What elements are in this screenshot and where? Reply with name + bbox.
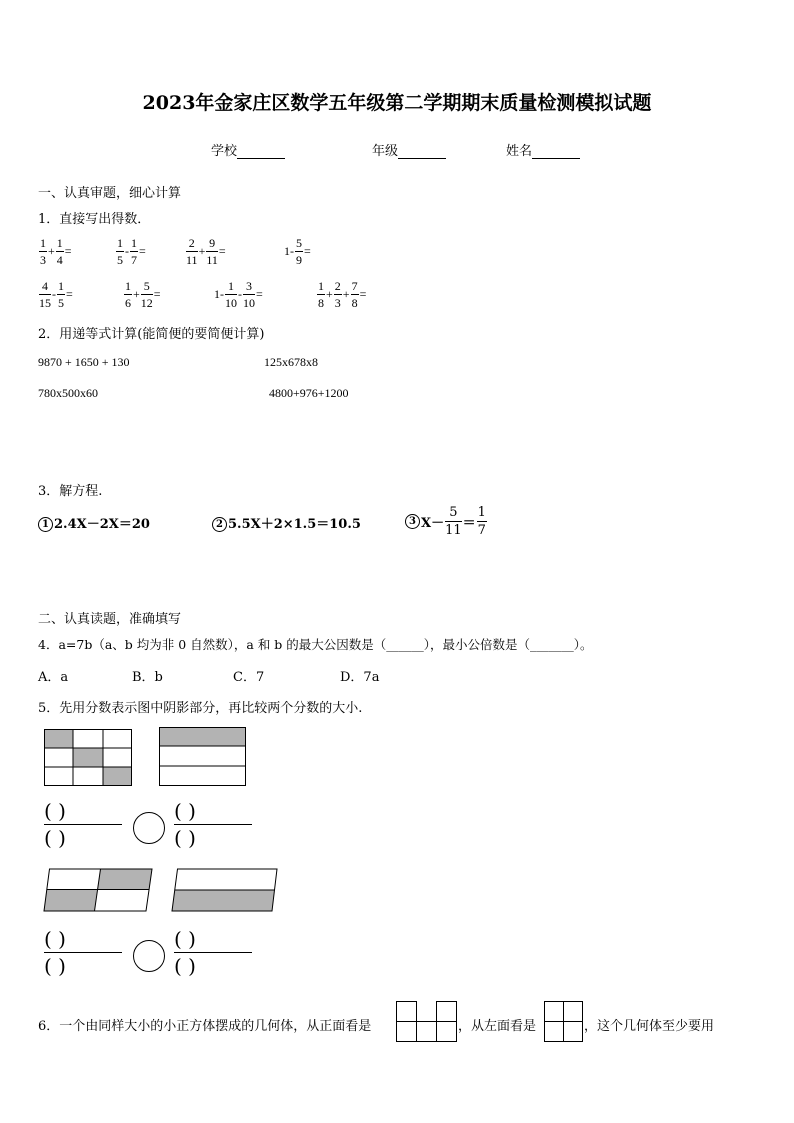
question-4-text: 4．a=7b（a、b 均为非 0 自然数），a 和 b 的最大公因数是（______），最小公倍数是（_______）。 bbox=[38, 637, 593, 652]
fraction-blank-1[interactable]: ( ) ( ) bbox=[44, 798, 122, 851]
grade-label: 年级 bbox=[372, 144, 399, 159]
q1-expr-7: 1- $\frac{1}{10}$ - $\frac{3}{10}$ = bbox=[214, 279, 263, 310]
equation-3: 3 X－ $\frac{5}{11}$ ＝ $\frac{1}{7}$ bbox=[405, 506, 488, 537]
q4-option-c[interactable]: C．7 bbox=[233, 670, 265, 685]
fraction-blank-2[interactable]: ( ) ( ) bbox=[174, 798, 252, 851]
question-6-text-a: 6．一个由同样大小的小正方体摆成的几何体，从正面看是 bbox=[38, 1019, 372, 1034]
question-6-text-b: ，从左面看是 bbox=[458, 1019, 537, 1034]
question-6-text-c: ，这个几何体至少要用 bbox=[584, 1019, 715, 1034]
circled-number-3: 3 bbox=[405, 514, 420, 529]
q1-expr-8: $\frac{1}{8}$ + $\frac{2}{3}$ + $\frac{7}{8}$ = bbox=[318, 279, 367, 310]
compare-circle-2[interactable] bbox=[133, 940, 165, 972]
school-label: 学校 bbox=[211, 144, 238, 159]
grid-figure-3x3 bbox=[44, 729, 132, 786]
name-label: 姓名 bbox=[506, 144, 533, 159]
front-view-figure bbox=[396, 1001, 458, 1043]
q1-expr-4: 1- $\frac{5}{9}$ = bbox=[284, 236, 311, 267]
question-1-label: 1．直接写出得数． bbox=[38, 212, 151, 227]
question-3-label: 3．解方程. bbox=[38, 484, 103, 499]
q2-item-4: 4800+976+1200 bbox=[269, 386, 349, 400]
left-view-figure bbox=[544, 1001, 584, 1043]
strip-figure-3-rows bbox=[159, 727, 246, 786]
q1-expr-1: $\frac{1}{3}$ + $\frac{1}{4}$ = bbox=[40, 236, 72, 267]
section-1-heading: 一、认真审题，细心计算 bbox=[38, 186, 182, 201]
grade-field[interactable] bbox=[372, 140, 446, 159]
equation-2: 2 5.5X＋2×1.5＝10.5 bbox=[212, 513, 361, 532]
q1-expr-2: $\frac{1}{5}$ - $\frac{1}{7}$ = bbox=[117, 236, 146, 267]
q1-expr-5: $\frac{4}{15}$ - $\frac{1}{5}$ = bbox=[39, 279, 73, 310]
q2-item-1: 9870 + 1650 + 130 bbox=[38, 355, 130, 369]
q2-item-2: 125x678x8 bbox=[264, 355, 318, 369]
q4-option-b[interactable]: B．b bbox=[132, 670, 163, 685]
page-title: 2023年金家庄区数学五年级第二学期期末质量检测模拟试题 bbox=[142, 92, 652, 114]
fraction-blank-4[interactable]: ( ) ( ) bbox=[174, 926, 252, 979]
section-2-heading: 二、认真读题，准确填写 bbox=[38, 612, 182, 627]
q4-option-a[interactable]: A．a bbox=[38, 670, 69, 685]
q2-item-3: 780x500x60 bbox=[38, 386, 98, 400]
parallelogram-figure-2-parts bbox=[172, 868, 278, 912]
q1-expr-6: $\frac{1}{6}$ + $\frac{5}{12}$ = bbox=[125, 279, 161, 310]
compare-circle-1[interactable] bbox=[133, 812, 165, 844]
fraction-blank-3[interactable]: ( ) ( ) bbox=[44, 926, 122, 979]
name-field[interactable] bbox=[506, 140, 580, 159]
q4-option-d[interactable]: D．7a bbox=[340, 670, 380, 685]
question-2-label: 2．用递等式计算(能简便的要简便计算) bbox=[38, 327, 265, 342]
q1-expr-3: $\frac{2}{11}$ + $\frac{9}{11}$ = bbox=[186, 236, 226, 267]
parallelogram-figure-4-parts bbox=[44, 868, 154, 912]
circled-number-2: 2 bbox=[212, 517, 227, 532]
equation-1: 1 2.4X－2X＝20 bbox=[38, 513, 150, 532]
circled-number-1: 1 bbox=[38, 517, 53, 532]
school-field[interactable] bbox=[211, 140, 285, 159]
question-5-text: 5．先用分数表示图中阴影部分，再比较两个分数的大小. bbox=[38, 701, 363, 716]
